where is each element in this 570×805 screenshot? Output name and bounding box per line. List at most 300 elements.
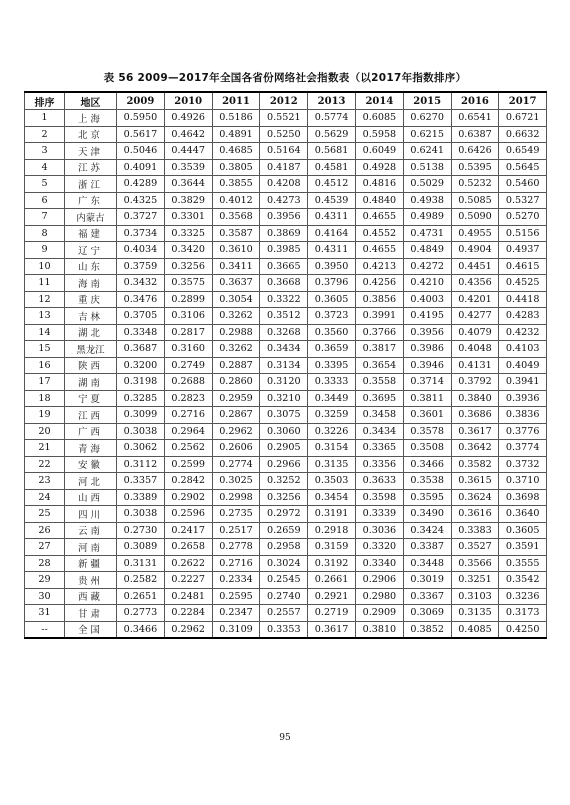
index-value-cell: 0.4208 [260, 176, 308, 193]
rank-cell: 16 [25, 357, 65, 374]
index-value-cell: 0.4085 [451, 621, 499, 638]
index-value-cell: 0.6241 [403, 143, 451, 160]
index-value-cell: 0.4048 [451, 341, 499, 358]
index-value-cell: 0.3268 [260, 324, 308, 341]
table-row [25, 143, 547, 160]
index-value-cell: 0.3624 [451, 489, 499, 506]
index-value-cell: 0.4642 [164, 126, 212, 143]
table-row [25, 324, 547, 341]
index-value-cell: 0.3285 [117, 390, 165, 407]
table-row [25, 423, 547, 440]
index-value-cell: 0.2902 [164, 489, 212, 506]
index-value-cell: 0.2909 [355, 605, 403, 622]
region-cell: 浙江 [65, 176, 117, 193]
index-value-cell: 0.3936 [499, 390, 547, 407]
region-cell: 四川 [65, 506, 117, 523]
index-value-cell: 0.3633 [355, 473, 403, 490]
region-cell: 河北 [65, 473, 117, 490]
index-value-cell: 0.3333 [308, 374, 356, 391]
index-value-cell: 0.3985 [260, 242, 308, 259]
index-value-cell: 0.3259 [308, 407, 356, 424]
index-value-cell: 0.3686 [451, 407, 499, 424]
column-header: 地区 [65, 92, 117, 110]
rank-cell: 4 [25, 159, 65, 176]
index-value-cell: 0.3106 [164, 308, 212, 325]
index-value-cell: 0.4012 [212, 192, 260, 209]
index-value-cell: 0.2823 [164, 390, 212, 407]
index-value-cell: 0.3490 [403, 506, 451, 523]
index-value-cell: 0.3466 [117, 621, 165, 638]
column-header: 2017 [499, 92, 547, 110]
index-value-cell: 0.3434 [260, 341, 308, 358]
column-header: 2012 [260, 92, 308, 110]
index-value-cell: 0.3950 [308, 258, 356, 275]
index-value-cell: 0.3025 [212, 473, 260, 490]
rank-cell: 21 [25, 440, 65, 457]
index-value-cell: 0.3668 [260, 275, 308, 292]
index-value-cell: 0.4926 [164, 110, 212, 127]
index-value-cell: 0.3695 [355, 390, 403, 407]
index-value-cell: 0.3852 [403, 621, 451, 638]
index-value-cell: 0.5270 [499, 209, 547, 226]
table-row [25, 489, 547, 506]
region-cell: 江西 [65, 407, 117, 424]
index-value-cell: 0.2988 [212, 324, 260, 341]
rank-cell: 30 [25, 588, 65, 605]
index-value-cell: 0.4928 [355, 159, 403, 176]
index-value-cell: 0.4418 [499, 291, 547, 308]
region-cell: 全国 [65, 621, 117, 638]
index-value-cell: 0.3135 [308, 456, 356, 473]
index-value-cell: 0.2227 [164, 572, 212, 589]
region-cell: 宁夏 [65, 390, 117, 407]
index-value-cell: 0.3568 [212, 209, 260, 226]
index-value-cell: 0.3637 [212, 275, 260, 292]
index-value-cell: 0.4079 [451, 324, 499, 341]
index-value-cell: 0.2599 [164, 456, 212, 473]
rank-cell: 1 [25, 110, 65, 127]
index-value-cell: 0.4311 [308, 242, 356, 259]
index-value-cell: 0.3024 [260, 555, 308, 572]
index-value-cell: 0.3458 [355, 407, 403, 424]
column-header: 2016 [451, 92, 499, 110]
index-value-cell: 0.3956 [260, 209, 308, 226]
index-value-cell: 0.3019 [403, 572, 451, 589]
index-value-cell: 0.3256 [164, 258, 212, 275]
index-value-cell: 0.5681 [308, 143, 356, 160]
index-value-cell: 0.3811 [403, 390, 451, 407]
index-value-cell: 0.3941 [499, 374, 547, 391]
region-cell: 湖南 [65, 374, 117, 391]
rank-cell: 12 [25, 291, 65, 308]
index-value-cell: 0.3605 [499, 522, 547, 539]
table-row [25, 621, 547, 638]
index-value-cell: 0.3642 [451, 440, 499, 457]
index-value-cell: 0.3191 [308, 506, 356, 523]
index-value-cell: 0.3353 [260, 621, 308, 638]
rank-cell: 6 [25, 192, 65, 209]
region-cell: 山西 [65, 489, 117, 506]
index-value-cell: 0.3508 [403, 440, 451, 457]
index-value-cell: 0.3226 [308, 423, 356, 440]
index-value-cell: 0.4034 [117, 242, 165, 259]
index-value-cell: 0.3836 [499, 407, 547, 424]
index-value-cell: 0.5138 [403, 159, 451, 176]
index-value-cell: 0.3159 [308, 539, 356, 556]
rank-cell: 25 [25, 506, 65, 523]
index-value-cell: 0.6426 [451, 143, 499, 160]
index-value-cell: 0.3698 [499, 489, 547, 506]
index-value-cell: 0.3389 [117, 489, 165, 506]
index-value-cell: 0.2998 [212, 489, 260, 506]
index-value-cell: 0.3732 [499, 456, 547, 473]
index-value-cell: 0.2899 [164, 291, 212, 308]
index-value-cell: 0.3805 [212, 159, 260, 176]
index-value-cell: 0.3038 [117, 423, 165, 440]
index-value-cell: 0.3610 [212, 242, 260, 259]
index-value-cell: 0.2688 [164, 374, 212, 391]
index-value-cell: 0.4311 [308, 209, 356, 226]
index-value-cell: 0.5046 [117, 143, 165, 160]
rank-cell: 14 [25, 324, 65, 341]
region-cell: 湖北 [65, 324, 117, 341]
index-value-cell: 0.3774 [499, 440, 547, 457]
column-header: 排序 [25, 92, 65, 110]
rank-cell: -- [25, 621, 65, 638]
index-value-cell: 0.3200 [117, 357, 165, 374]
region-cell: 广东 [65, 192, 117, 209]
index-value-cell: 0.3340 [355, 555, 403, 572]
index-value-cell: 0.3348 [117, 324, 165, 341]
index-value-cell: 0.2517 [212, 522, 260, 539]
index-value-cell: 0.5521 [260, 110, 308, 127]
index-value-cell: 0.4904 [451, 242, 499, 259]
index-value-cell: 0.4232 [499, 324, 547, 341]
index-value-cell: 0.3776 [499, 423, 547, 440]
index-value-cell: 0.3134 [260, 357, 308, 374]
index-value-cell: 0.3855 [212, 176, 260, 193]
index-value-cell: 0.2778 [212, 539, 260, 556]
index-value-cell: 0.3154 [308, 440, 356, 457]
rank-cell: 29 [25, 572, 65, 589]
rank-cell: 3 [25, 143, 65, 160]
index-value-cell: 0.3640 [499, 506, 547, 523]
index-value-cell: 0.2817 [164, 324, 212, 341]
index-value-cell: 0.5460 [499, 176, 547, 193]
region-cell: 甘肃 [65, 605, 117, 622]
index-value-cell: 0.3252 [260, 473, 308, 490]
index-value-cell: 0.2582 [117, 572, 165, 589]
index-value-cell: 0.4891 [212, 126, 260, 143]
index-value-cell: 0.3454 [308, 489, 356, 506]
index-value-cell: 0.4989 [403, 209, 451, 226]
index-value-cell: 0.2774 [212, 456, 260, 473]
index-value-cell: 0.3395 [308, 357, 356, 374]
index-value-cell: 0.4356 [451, 275, 499, 292]
index-value-cell: 0.3615 [451, 473, 499, 490]
rank-cell: 28 [25, 555, 65, 572]
index-value-cell: 0.2749 [164, 357, 212, 374]
index-value-cell: 0.4210 [403, 275, 451, 292]
index-value-cell: 0.5958 [355, 126, 403, 143]
region-cell: 吉林 [65, 308, 117, 325]
table-row [25, 192, 547, 209]
region-cell: 辽宁 [65, 242, 117, 259]
index-value-cell: 0.2651 [117, 588, 165, 605]
table-row [25, 407, 547, 424]
rank-cell: 27 [25, 539, 65, 556]
table-row [25, 357, 547, 374]
index-value-cell: 0.3466 [403, 456, 451, 473]
index-value-cell: 0.2962 [212, 423, 260, 440]
index-value-cell: 0.3411 [212, 258, 260, 275]
index-value-cell: 0.4581 [308, 159, 356, 176]
index-value-cell: 0.2557 [260, 605, 308, 622]
index-value-cell: 0.2659 [260, 522, 308, 539]
region-cell: 青海 [65, 440, 117, 457]
index-value-cell: 0.4655 [355, 209, 403, 226]
table-row [25, 539, 547, 556]
index-value-cell: 0.2921 [308, 588, 356, 605]
index-value-cell: 0.3986 [403, 341, 451, 358]
index-value-cell: 0.2842 [164, 473, 212, 490]
index-value-cell: 0.6049 [355, 143, 403, 160]
index-value-cell: 0.6721 [499, 110, 547, 127]
index-value-cell: 0.3262 [212, 308, 260, 325]
index-value-cell: 0.6549 [499, 143, 547, 160]
index-value-cell: 0.2730 [117, 522, 165, 539]
index-value-cell: 0.3566 [451, 555, 499, 572]
rank-cell: 24 [25, 489, 65, 506]
index-value-cell: 0.3432 [117, 275, 165, 292]
index-value-cell: 0.3654 [355, 357, 403, 374]
index-value-cell: 0.5629 [308, 126, 356, 143]
rank-cell: 23 [25, 473, 65, 490]
index-value-cell: 0.3476 [117, 291, 165, 308]
index-value-cell: 0.3198 [117, 374, 165, 391]
index-value-cell: 0.3262 [212, 341, 260, 358]
table-row [25, 555, 547, 572]
index-value-cell: 0.2905 [260, 440, 308, 457]
index-value-cell: 0.4091 [117, 159, 165, 176]
index-value-cell: 0.4731 [403, 225, 451, 242]
index-value-cell: 0.4273 [260, 192, 308, 209]
table-row [25, 159, 547, 176]
index-value-cell: 0.2918 [308, 522, 356, 539]
index-value-cell: 0.4512 [308, 176, 356, 193]
table-header [25, 92, 547, 110]
index-value-cell: 0.3734 [117, 225, 165, 242]
index-value-cell: 0.4201 [451, 291, 499, 308]
index-value-cell: 0.4655 [355, 242, 403, 259]
index-value-cell: 0.5617 [117, 126, 165, 143]
table-row [25, 440, 547, 457]
table-row [25, 176, 547, 193]
index-value-cell: 0.3991 [355, 308, 403, 325]
index-value-cell: 0.5232 [451, 176, 499, 193]
index-value-cell: 0.4816 [355, 176, 403, 193]
province-index-table [24, 91, 547, 639]
index-value-cell: 0.2622 [164, 555, 212, 572]
table-row [25, 473, 547, 490]
index-value-cell: 0.3956 [403, 324, 451, 341]
region-cell: 北京 [65, 126, 117, 143]
index-value-cell: 0.6632 [499, 126, 547, 143]
index-value-cell: 0.6215 [403, 126, 451, 143]
index-value-cell: 0.3659 [308, 341, 356, 358]
table-row [25, 258, 547, 275]
index-value-cell: 0.3210 [260, 390, 308, 407]
rank-cell: 7 [25, 209, 65, 226]
index-value-cell: 0.2417 [164, 522, 212, 539]
index-value-cell: 0.3946 [403, 357, 451, 374]
table-row [25, 126, 547, 143]
page-number: 95 [279, 733, 291, 743]
index-value-cell: 0.2661 [308, 572, 356, 589]
index-value-cell: 0.3538 [403, 473, 451, 490]
index-value-cell: 0.3665 [260, 258, 308, 275]
index-value-cell: 0.3591 [499, 539, 547, 556]
index-value-cell: 0.2773 [117, 605, 165, 622]
region-cell: 内蒙古 [65, 209, 117, 226]
index-value-cell: 0.4937 [499, 242, 547, 259]
index-value-cell: 0.3723 [308, 308, 356, 325]
table-row [25, 209, 547, 226]
index-value-cell: 0.3387 [403, 539, 451, 556]
table-row [25, 110, 547, 127]
index-value-cell: 0.3322 [260, 291, 308, 308]
index-value-cell: 0.3714 [403, 374, 451, 391]
region-cell: 山东 [65, 258, 117, 275]
index-value-cell: 0.3617 [451, 423, 499, 440]
table-row [25, 341, 547, 358]
index-value-cell: 0.3527 [451, 539, 499, 556]
rank-cell: 11 [25, 275, 65, 292]
rank-cell: 2 [25, 126, 65, 143]
index-value-cell: 0.4277 [451, 308, 499, 325]
region-cell: 新疆 [65, 555, 117, 572]
index-value-cell: 0.3555 [499, 555, 547, 572]
table-row [25, 506, 547, 523]
index-value-cell: 0.4451 [451, 258, 499, 275]
header-row [25, 92, 547, 110]
index-value-cell: 0.2606 [212, 440, 260, 457]
index-value-cell: 0.3558 [355, 374, 403, 391]
index-value-cell: 0.5774 [308, 110, 356, 127]
index-value-cell: 0.3616 [451, 506, 499, 523]
index-value-cell: 0.2959 [212, 390, 260, 407]
index-value-cell: 0.4256 [355, 275, 403, 292]
index-value-cell: 0.4195 [403, 308, 451, 325]
table-row [25, 225, 547, 242]
index-value-cell: 0.3339 [355, 506, 403, 523]
index-value-cell: 0.3687 [117, 341, 165, 358]
column-header: 2014 [355, 92, 403, 110]
index-value-cell: 0.3103 [451, 588, 499, 605]
rank-cell: 17 [25, 374, 65, 391]
index-value-cell: 0.3112 [117, 456, 165, 473]
index-value-cell: 0.3135 [451, 605, 499, 622]
index-value-cell: 0.4552 [355, 225, 403, 242]
index-value-cell: 0.4164 [308, 225, 356, 242]
rank-cell: 19 [25, 407, 65, 424]
index-value-cell: 0.4131 [451, 357, 499, 374]
region-cell: 广西 [65, 423, 117, 440]
index-value-cell: 0.3856 [355, 291, 403, 308]
index-value-cell: 0.2347 [212, 605, 260, 622]
index-value-cell: 0.3367 [403, 588, 451, 605]
rank-cell: 15 [25, 341, 65, 358]
index-value-cell: 0.4250 [499, 621, 547, 638]
index-value-cell: 0.3705 [117, 308, 165, 325]
index-value-cell: 0.2716 [164, 407, 212, 424]
index-value-cell: 0.3236 [499, 588, 547, 605]
index-value-cell: 0.6387 [451, 126, 499, 143]
index-value-cell: 0.4325 [117, 192, 165, 209]
index-value-cell: 0.2658 [164, 539, 212, 556]
index-value-cell: 0.4049 [499, 357, 547, 374]
table-row [25, 275, 547, 292]
region-cell: 贵州 [65, 572, 117, 589]
index-value-cell: 0.3173 [499, 605, 547, 622]
index-value-cell: 0.2958 [260, 539, 308, 556]
table-row [25, 390, 547, 407]
index-value-cell: 0.3727 [117, 209, 165, 226]
index-value-cell: 0.3060 [260, 423, 308, 440]
index-value-cell: 0.2334 [212, 572, 260, 589]
index-value-cell: 0.4447 [164, 143, 212, 160]
table-row [25, 308, 547, 325]
index-value-cell: 0.2716 [212, 555, 260, 572]
index-value-cell: 0.3099 [117, 407, 165, 424]
index-value-cell: 0.3817 [355, 341, 403, 358]
index-value-cell: 0.3759 [117, 258, 165, 275]
table-body [25, 110, 547, 639]
table-row [25, 588, 547, 605]
table-row [25, 456, 547, 473]
index-value-cell: 0.5395 [451, 159, 499, 176]
index-value-cell: 0.2595 [212, 588, 260, 605]
region-cell: 西藏 [65, 588, 117, 605]
rank-cell: 8 [25, 225, 65, 242]
index-value-cell: 0.3575 [164, 275, 212, 292]
index-value-cell: 0.5645 [499, 159, 547, 176]
rank-cell: 26 [25, 522, 65, 539]
index-value-cell: 0.3320 [355, 539, 403, 556]
index-value-cell: 0.3251 [451, 572, 499, 589]
index-value-cell: 0.2481 [164, 588, 212, 605]
region-cell: 河南 [65, 539, 117, 556]
index-value-cell: 0.3710 [499, 473, 547, 490]
index-value-cell: 0.5186 [212, 110, 260, 127]
index-value-cell: 0.3644 [164, 176, 212, 193]
region-cell: 云南 [65, 522, 117, 539]
index-value-cell: 0.4272 [403, 258, 451, 275]
rank-cell: 31 [25, 605, 65, 622]
index-value-cell: 0.4213 [355, 258, 403, 275]
index-value-cell: 0.3356 [355, 456, 403, 473]
index-value-cell: 0.3840 [451, 390, 499, 407]
region-cell: 黑龙江 [65, 341, 117, 358]
index-value-cell: 0.2966 [260, 456, 308, 473]
index-value-cell: 0.4187 [260, 159, 308, 176]
index-value-cell: 0.6541 [451, 110, 499, 127]
index-value-cell: 0.5085 [451, 192, 499, 209]
column-header: 2009 [117, 92, 165, 110]
index-value-cell: 0.4955 [451, 225, 499, 242]
rank-cell: 9 [25, 242, 65, 259]
table-row [25, 572, 547, 589]
